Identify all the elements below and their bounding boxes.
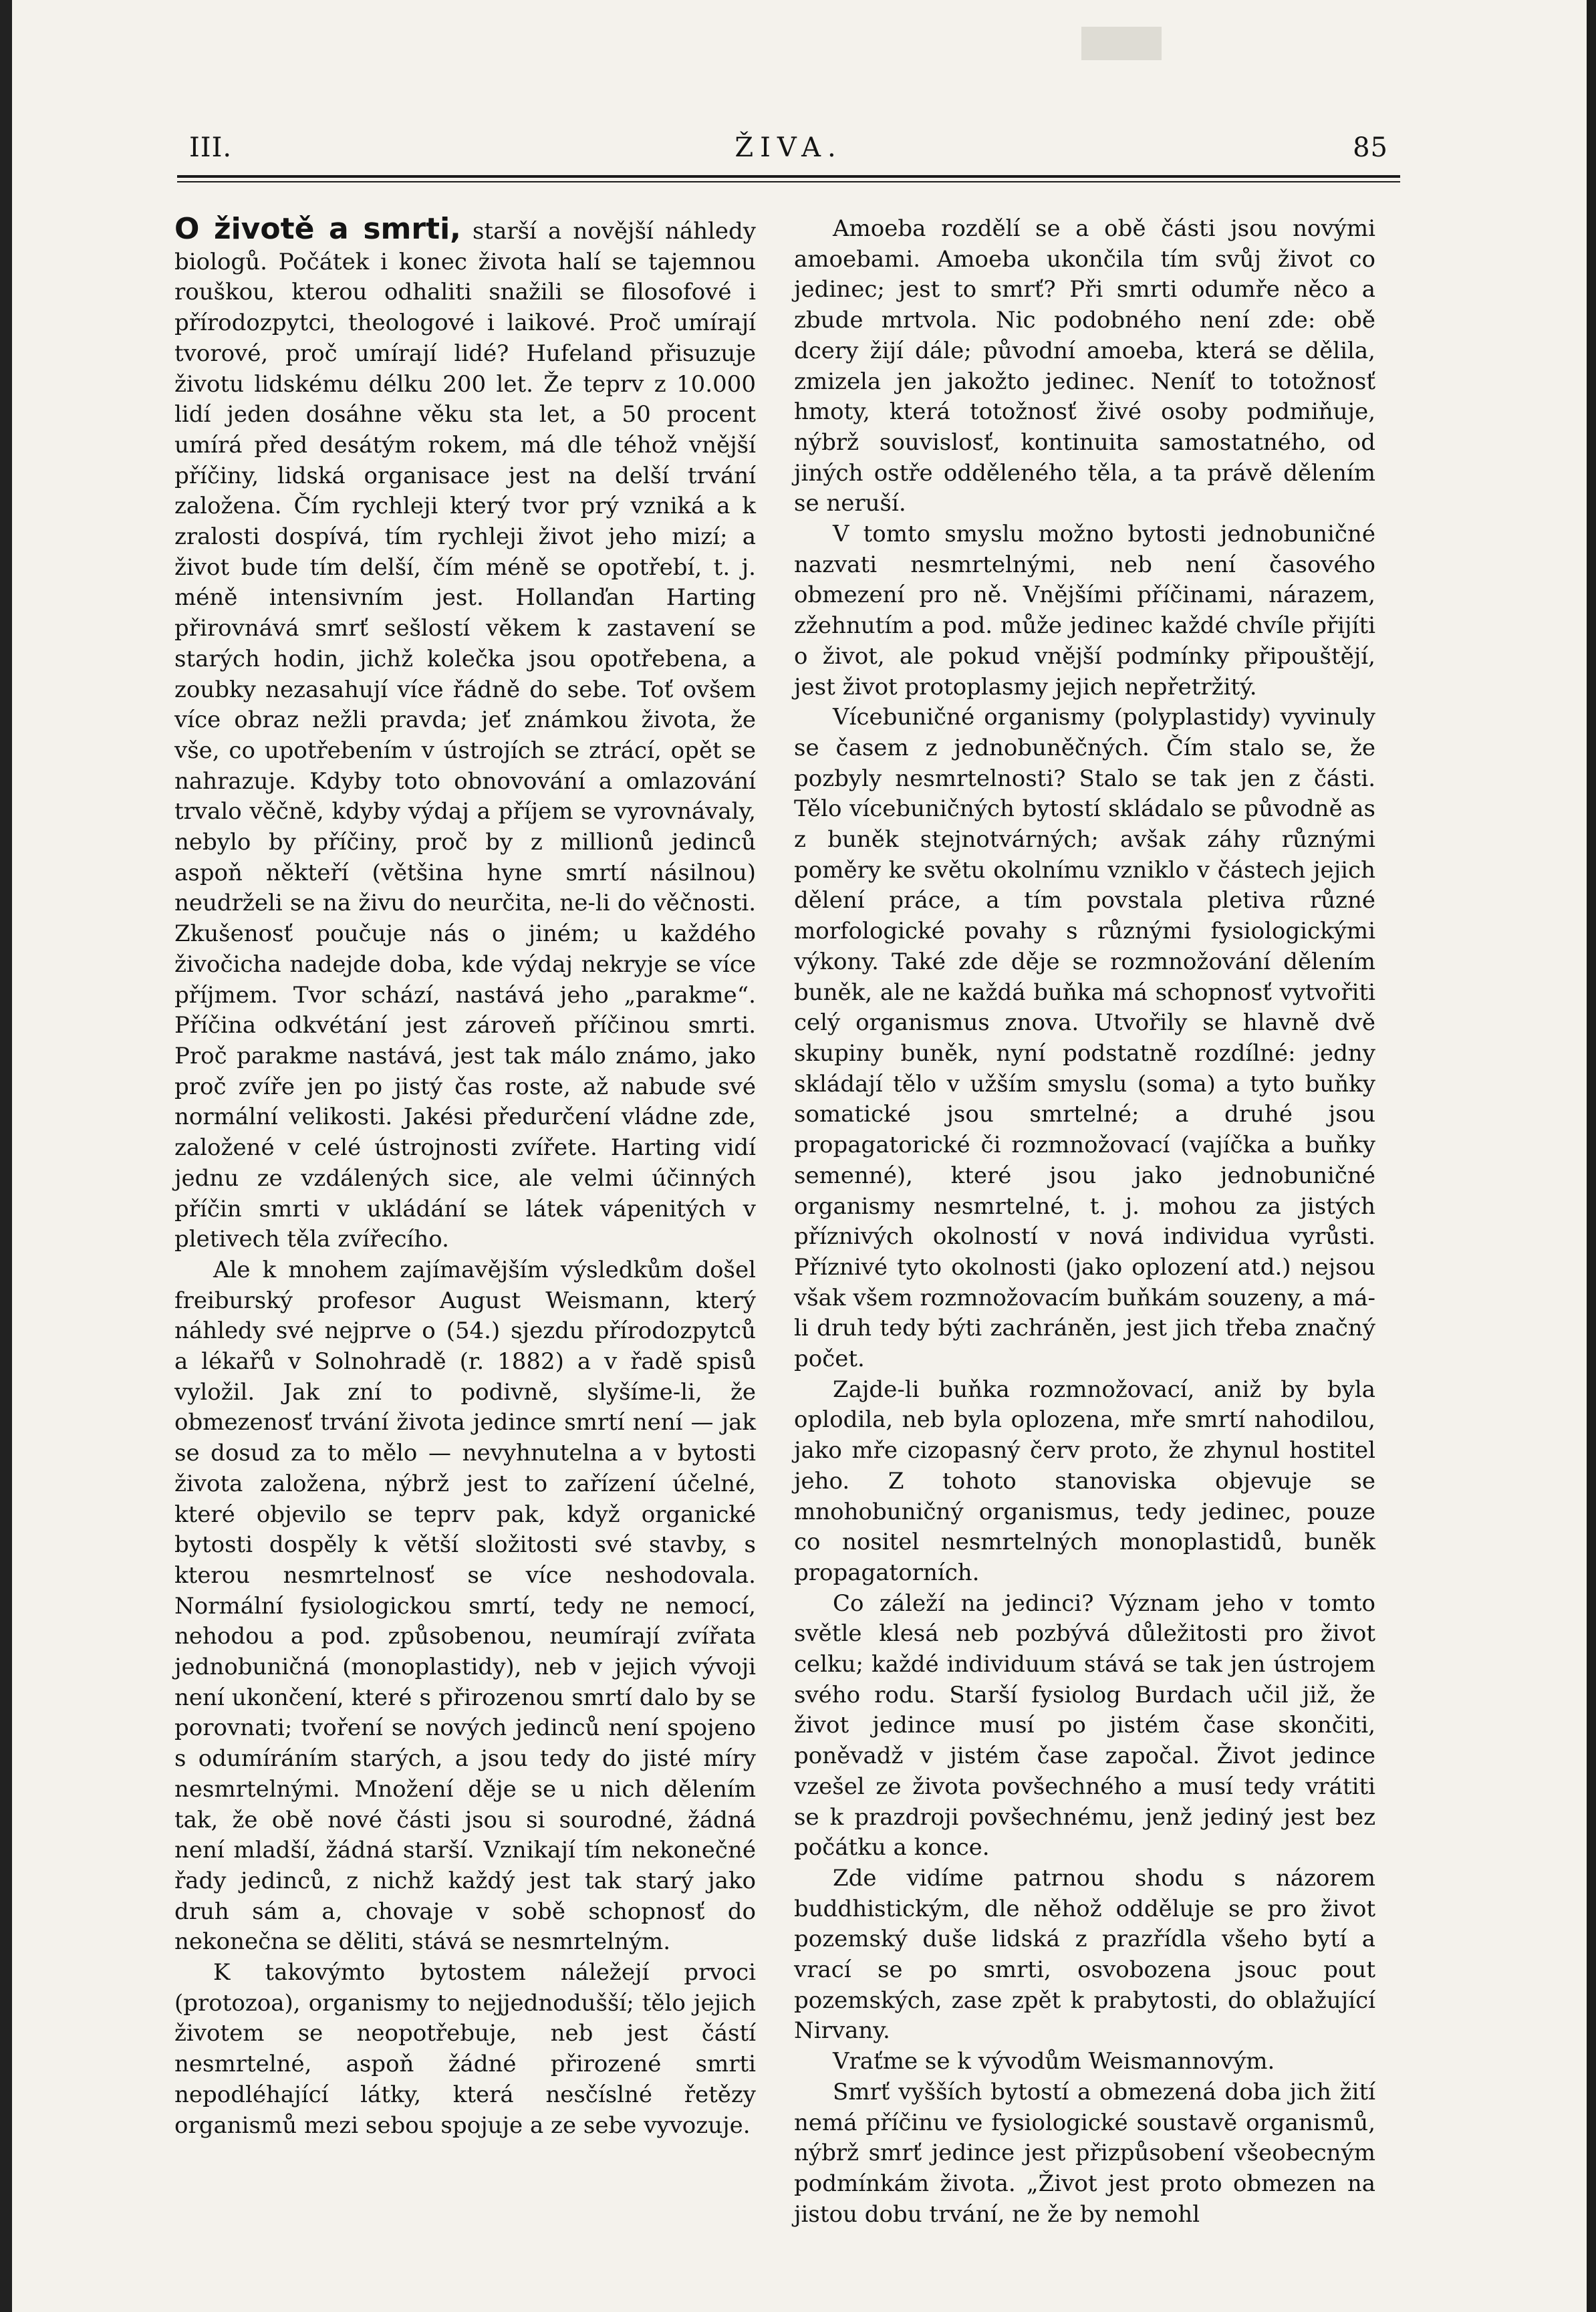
paragraph-text: starší a novější náhledy biologů. Počátek i konec života halí se tajemnou rouškou, kterou odhaliti snažili se filosofové i přírodozpytci, theologové i laikové. Proč umírají tvorové, proč umírají lidé? Hufeland přisuzuje životu lidskému délku 200 let. Že teprv z 10.000 lidí jeden dosáhne věku sta let, a 50 procent umírá před desátým rokem, má dle téhož vnější příčiny, lidská organisace jest na delší trvání založena. Čím rychleji který tvor prý vzniká a k zralosti dospívá, tím rychleji život jeho mizí; a život bude tím delší, čím méně se opotřebí, t. j. méně intensivním jest. Hollanďan Harting přirovnává smrť sešlostí věkem k zastavení se starých hodin, jichž kolečka jsou opotřebena, a zoubky nezasahují více řádně do sebe. Toť ovšem více obraz nežli pravda; jeť známkou života, že vše, co upotřebením v ústrojích se ztrácí, opět se nahrazuje. Kdyby toto obnovování a omlazování trvalo věčně, kdyby výdaj a příjem se vyrovnávaly, nebylo by příčiny, proč by z millionů jedinců aspoň někteří (většina hyne smrtí násilnou) neudrželi se na živu do neurčita, ne-li do věčnosti. Zkušenosť poučuje nás o jiném; u každého živočicha nadejde doba, kde výdaj nekryje se více příjmem. Tvor schází, nastává jeho „parakme“. Příčina odkvétání jest zároveň příčinou smrti. Proč parakme nastává, jest tak málo známo, jako proč zvíře jen po jistý čas roste, až nabude své normální velikosti. Jakési předurčení vládne zde, založené v celé ústrojnosti zvířete. Harting vidí jednu ze vzdálených sice, ale velmi účinných příčin smrti v ukládání se látek vápenitých v pletivech těla zvířecího. — [174, 218, 757, 1253]
right-column — [794, 214, 1375, 2230]
header-rule-thick — [177, 175, 1400, 178]
paragraph: Zajde-li buňka rozmnožovací, aniž by byla oplodila, neb byla oplozena, mře smrtí nahodilou, jako mře cizopasný červ proto, že zhynul hostitel jeho. Z tohoto stanoviska objevuje se mnohobuničný organismus, tedy jedinec, pouze co nositel nesmrtelných monoplastidů, buněk propagatorních. — [794, 1376, 1375, 1586]
paragraph: Co záleží na jedinci? Význam jeho v tomto světle klesá neb pozbývá důležitosti pro život celku; každé individuum stává se tak jen ústrojem svého rodu. Starší fysiolog Burdach učil již, že život jedince musí po jistém čase skončiti, poněvadž v jistém čase započal. Život jedince vzešel ze života povšechného a musí tedy vrátiti se k prazdroji povšechnému, jenž jediný jest bez počátku a konce. — [794, 1589, 1375, 1861]
paragraph: Vraťme se k vývodům Weismannovým. — [833, 2048, 1275, 2075]
journal-title: ŽIVA. — [735, 132, 843, 163]
header-rule-thin — [177, 181, 1400, 182]
paragraph: Zde vidíme patrnou shodu s názorem buddhistickým, dle něhož odděluje se pro život pozemský duše lidská z prazřídla všeho bytí a vrací se po smrti, osvobozena jsouc pout pozemských, zase zpět k prabytosti, do oblažující Nirvany. — [794, 1864, 1375, 2045]
journal-page — [12, 0, 1587, 2312]
page-number: 85 — [1353, 132, 1388, 163]
scan-border-left — [0, 0, 12, 2312]
running-header — [177, 132, 1400, 172]
article-title: O životě a smrti, — [174, 212, 461, 246]
paragraph: V tomto smyslu možno bytosti jednobuničné nazvati nesmrtelnými, neb není časového obmezení pro ně. Vnějšími příčinami, nárazem, zžehnutím a pod. může jedinec každé chvíle přijíti o život, ale pokud vnější podmínky připouštějí, jest život protoplasmy jejich nepřetržitý. — [794, 521, 1375, 700]
paragraph: Vícebuničné organismy (polyplastidy) vyvinuly se časem z jednobuněčných. Čím stalo se, že pozbyly nesmrtelnosti? Stalo se tak jen z části. Tělo vícebuničných bytostí skládalo se původně as z buněk stejnotvárných; avšak záhy různými poměry ke světu okolnímu vzniklo v částech jejich dělení práce, a tím povstala pletiva různé morfologické povahy s různými fysiologickými výkony. Také zde děje se rozmnožování dělením buněk, ale ne každá buňka má schopnosť vytvořiti celý organismus znova. Utvořily se hlavně dvě skupiny buněk, nyní podstatně rozdílné: jedny skládají tělo v užším smyslu (soma) a tyto buňky somatické jsou smrtelné; a druhé jsou propagatorické či rozmnožovací (vajíčka a buňky semenné), které jsou jako jednobuničné organismy nesmrtelné, t. j. mohou za jistých příznivých okolností v nová individua vyrůsti. Příznivé tyto okolnosti (jako oplození atd.) nejsou však všem rozmnožovacím buňkám souzeny, a má-li druh tedy býti zachráněn, jest jich třeba značný počet. — [794, 704, 1375, 1373]
left-column — [174, 214, 756, 2141]
paragraph: K takovýmto bytostem náležejí prvoci (protozoa), organismy to nejjednodušší; tělo jejich životem se neopotřebuje, neb jest částí nesmrtelné, aspoň žádné přirozené smrti nepodléhající látky, která nesčíslné řetězy organismů mezi sebou spojuje a ze sebe vyvozuje. — [174, 1959, 756, 2139]
paragraph: Ale k mnohem zajímavějším výsledkům došel freiburský profesor August Weismann, který náhledy své nejprve o (54.) sjezdu přírodozpytců a lékařů v Solnohradě (r. 1882) a v řadě spisů vyložil. Jak zní to podivně, slyšíme-li, že obmezenosť trvání života jedince smrtí není — jak se dosud za to mělo — nevyhnutelna a v bytosti života založena, nýbrž jest to zařízení účelné, které objevilo se teprv pak, když organické bytosti dospěly k větší složitosti své stavby, s kterou nesmrtelnosť se více neshodovala. Normální fysiologickou smrtí, tedy ne nemocí, nehodou a pod. způsobenou, neumírají zvířata jednobuničná (monoplastidy), neb v jejich vývoji není ukončení, které s přirozenou smrtí dalo by se porovnati; tvoření se nových jedinců není spojeno s odumíráním starých, a jsou tedy do jisté míry nesmrtelnými. Množení děje se u nich dělením tak, že obě nové části jsou si sourodné, žádná není mladší, žádná starší. Vznikají tím nekonečné řady jedinců, z nichž každý jest tak starý jako druh sám a, chovaje v sobě schopnosť do nekonečna se děliti, stává se nesmrtelným. — [174, 1256, 756, 1956]
paragraph: Amoeba rozdělí se a obě části jsou novými amoebami. Amoeba ukončila tím svůj život co jedinec; jest to smrť? Při smrti odumře něco a zbude mrtvola. Nic podobného není zde: obě dcery žijí dále; původní amoeba, která se dělila, zmizela jen jakožto jedinec. Neníť to totožnosť hmoty, která totožnosť živé osoby podmiňuje, nýbrž souvislosť, kontinuita samostatného, od jiných ostře odděleného těla, a ta právě dělením se neruší. — [794, 215, 1375, 517]
scan-border-right — [1587, 0, 1596, 2312]
scan-artifact — [1081, 27, 1162, 60]
paragraph: Smrť vyšších bytostí a obmezená doba jich žití nemá příčinu ve fysiologické soustavě organismů, nýbrž smrť jedince jest přizpůsobení všeobecným podmínkám života. „Život jest proto obmezen na jistou dobu trvání, ne že by nemohl — [794, 2078, 1375, 2228]
volume-number: III. — [189, 132, 233, 163]
paragraph — [174, 214, 756, 1255]
